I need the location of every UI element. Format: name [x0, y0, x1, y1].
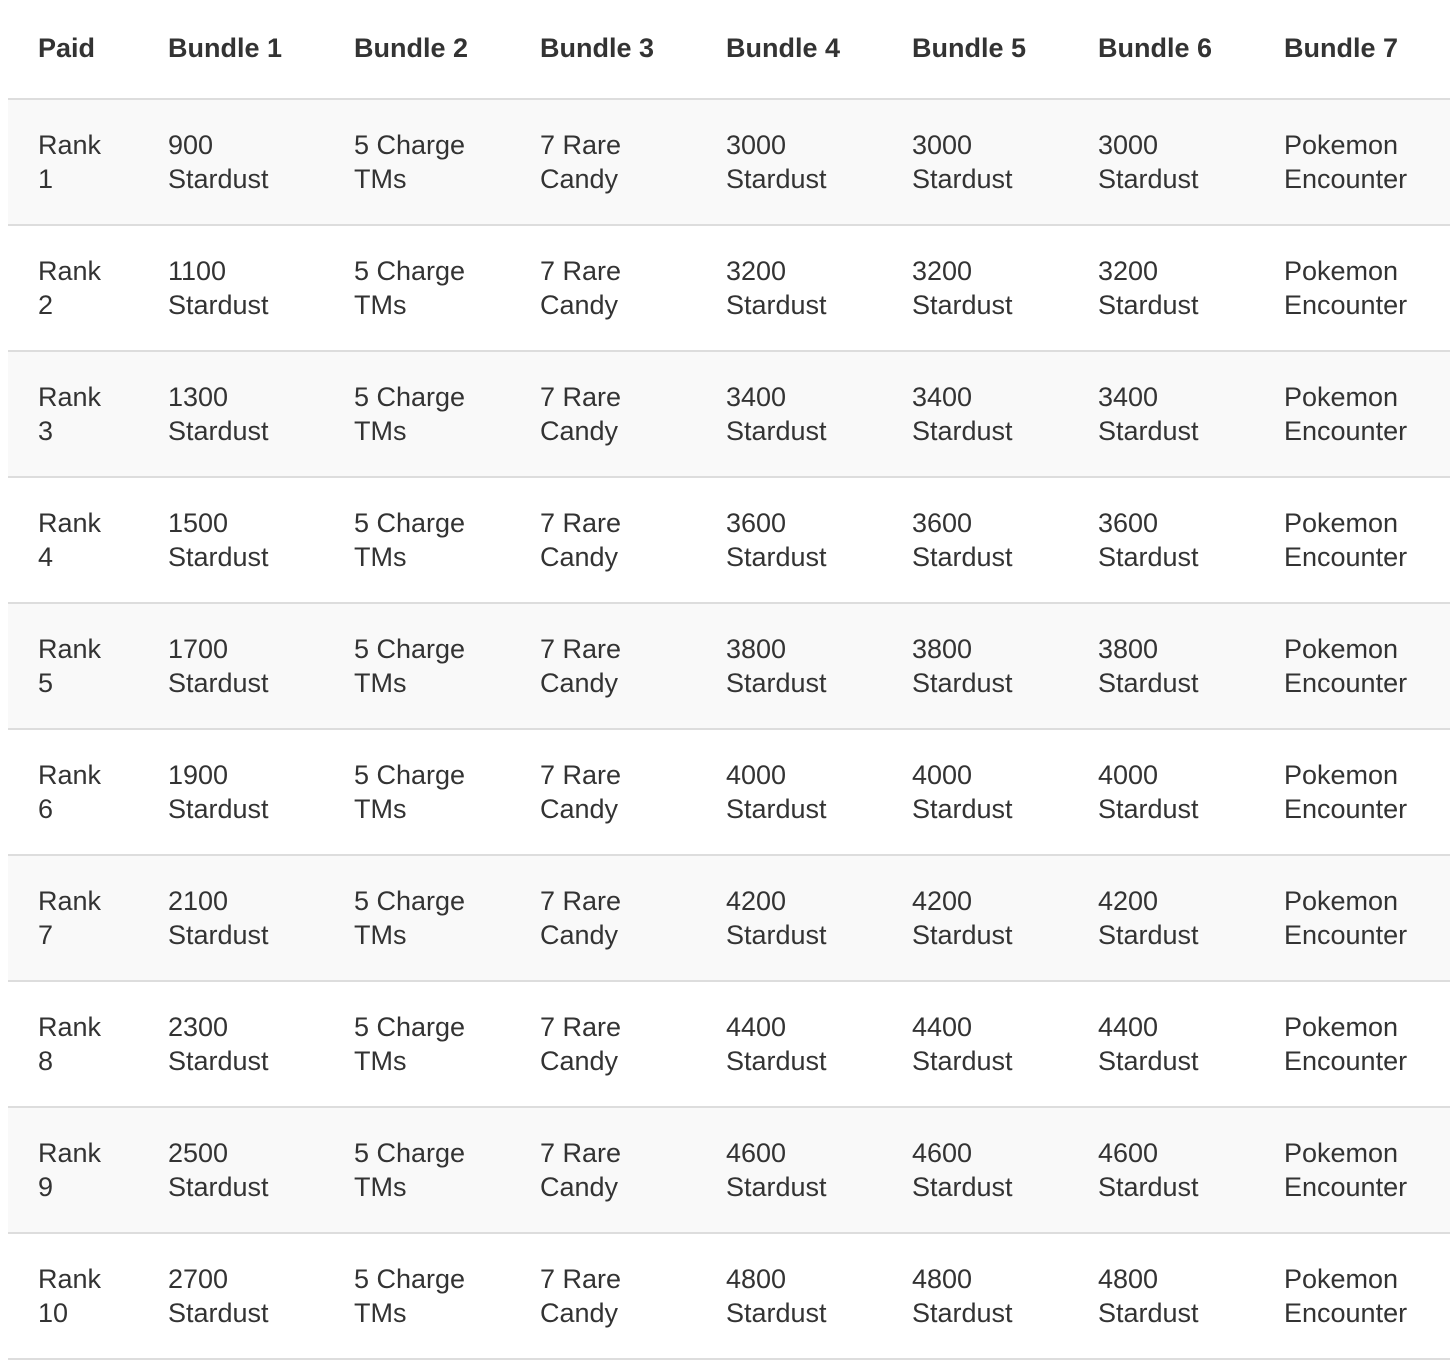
- cell-text-line: 7 Rare: [540, 256, 622, 286]
- bundle-2-cell: [324, 351, 510, 477]
- cell-text-line: 5 Charge: [354, 760, 466, 790]
- bundle-1-cell: [138, 729, 324, 855]
- cell-text-line: 9: [38, 1172, 54, 1202]
- bundle-2-cell: [324, 603, 510, 729]
- cell-text-line: 5 Charge: [354, 382, 466, 412]
- cell-text-line: Stardust: [726, 542, 827, 572]
- cell-text-line: Stardust: [1098, 1298, 1199, 1328]
- cell-text-line: Stardust: [168, 920, 269, 950]
- rank-cell: [8, 99, 138, 225]
- bundle-5-cell: [882, 1233, 1068, 1359]
- cell-text-line: Stardust: [726, 920, 827, 950]
- bundle-1-cell: [138, 1107, 324, 1233]
- cell-text-line: 3200: [912, 256, 973, 286]
- cell-text-line: 3400: [1098, 382, 1159, 412]
- cell-text-line: 4000: [912, 760, 973, 790]
- cell-text-line: Stardust: [726, 1172, 827, 1202]
- cell-text-line: Rank: [38, 382, 102, 412]
- cell-text-line: Stardust: [1098, 920, 1199, 950]
- cell-text-line: Encounter: [1284, 290, 1408, 320]
- bundle-2-cell: [324, 1233, 510, 1359]
- cell-text-line: Candy: [540, 1298, 619, 1328]
- bundle-4-cell: [696, 981, 882, 1107]
- cell-text-line: Stardust: [912, 920, 1013, 950]
- bundle-2-cell: [324, 225, 510, 351]
- bundle-7-cell: [1254, 729, 1450, 855]
- bundle-2-cell: [324, 729, 510, 855]
- cell-text-line: Encounter: [1284, 542, 1408, 572]
- cell-text-line: Pokemon: [1284, 634, 1399, 664]
- cell-text-line: Stardust: [168, 290, 269, 320]
- bundle-5-cell: [882, 351, 1068, 477]
- rank-cell: [8, 225, 138, 351]
- bundle-2-cell: [324, 99, 510, 225]
- bundle-5-cell: [882, 477, 1068, 603]
- cell-text-line: 7 Rare: [540, 760, 622, 790]
- cell-text-line: Stardust: [168, 1046, 269, 1076]
- cell-text-line: 4000: [1098, 760, 1159, 790]
- cell-text-line: 1: [38, 164, 54, 194]
- bundle-2-cell: [324, 855, 510, 981]
- cell-text-line: 2300: [168, 1012, 229, 1042]
- cell-text-line: Pokemon: [1284, 886, 1399, 916]
- rank-cell: [8, 981, 138, 1107]
- bundle-1-cell: [138, 225, 324, 351]
- cell-text-line: 7 Rare: [540, 382, 622, 412]
- cell-text-line: Stardust: [912, 290, 1013, 320]
- table-body: [8, 99, 1450, 1359]
- bundle-3-cell: [510, 1107, 696, 1233]
- cell-text-line: 5 Charge: [354, 130, 466, 160]
- cell-text-line: 3400: [912, 382, 973, 412]
- cell-text-line: Stardust: [726, 1046, 827, 1076]
- cell-text-line: Encounter: [1284, 164, 1408, 194]
- bundle-5-cell: [882, 1107, 1068, 1233]
- cell-text-line: Stardust: [726, 290, 827, 320]
- bundle-7-cell: [1254, 1107, 1450, 1233]
- cell-text-line: Stardust: [1098, 1046, 1199, 1076]
- cell-text-line: 4600: [1098, 1138, 1159, 1168]
- cell-text-line: Candy: [540, 290, 619, 320]
- bundle-4-cell: [696, 225, 882, 351]
- cell-text-line: Candy: [540, 794, 619, 824]
- cell-text-line: 3: [38, 416, 54, 446]
- table-row: [8, 1107, 1450, 1233]
- cell-text-line: Rank: [38, 760, 102, 790]
- cell-text-line: 3200: [1098, 256, 1159, 286]
- bundle-7-cell: [1254, 477, 1450, 603]
- cell-text-line: Encounter: [1284, 668, 1408, 698]
- cell-text-line: Rank: [38, 1012, 102, 1042]
- cell-text-line: Stardust: [1098, 416, 1199, 446]
- bundle-1-cell: [138, 99, 324, 225]
- bundle-7-cell: [1254, 99, 1450, 225]
- bundle-3-cell: [510, 603, 696, 729]
- cell-text-line: 5 Charge: [354, 1138, 466, 1168]
- cell-text-line: Stardust: [1098, 1172, 1199, 1202]
- cell-text-line: Encounter: [1284, 416, 1408, 446]
- cell-text-line: Stardust: [726, 1298, 827, 1328]
- bundle-6-cell: [1068, 981, 1254, 1107]
- cell-text-line: Rank: [38, 130, 102, 160]
- cell-text-line: Pokemon: [1284, 508, 1399, 538]
- bundle-6-cell: [1068, 603, 1254, 729]
- bundle-3-cell: [510, 729, 696, 855]
- cell-text-line: 3000: [1098, 130, 1159, 160]
- cell-text-line: 4600: [912, 1138, 973, 1168]
- table-row: [8, 477, 1450, 603]
- cell-text-line: 4800: [1098, 1264, 1159, 1294]
- cell-text-line: Rank: [38, 1264, 102, 1294]
- cell-text-line: TMs: [354, 1172, 407, 1202]
- cell-text-line: Encounter: [1284, 1172, 1408, 1202]
- cell-text-line: Candy: [540, 542, 619, 572]
- bundle-4-cell: [696, 855, 882, 981]
- cell-text-line: Rank: [38, 634, 102, 664]
- header-row: [8, 0, 1450, 99]
- cell-text-line: Rank: [38, 886, 102, 916]
- cell-text-line: Pokemon: [1284, 1012, 1399, 1042]
- table-row: [8, 1233, 1450, 1359]
- cell-text-line: Rank: [38, 508, 102, 538]
- bundle-4-cell: [696, 99, 882, 225]
- cell-text-line: 10: [38, 1298, 69, 1328]
- cell-text-line: 5 Charge: [354, 1264, 466, 1294]
- cell-text-line: Stardust: [168, 164, 269, 194]
- cell-text-line: Stardust: [168, 416, 269, 446]
- bundle-7-cell: [1254, 1233, 1450, 1359]
- cell-text-line: Stardust: [912, 794, 1013, 824]
- bundle-6-cell: [1068, 99, 1254, 225]
- bundle-6-cell: [1068, 855, 1254, 981]
- cell-text-line: 3200: [726, 256, 787, 286]
- cell-text-line: Pokemon: [1284, 760, 1399, 790]
- cell-text-line: Candy: [540, 1172, 619, 1202]
- cell-text-line: Stardust: [168, 542, 269, 572]
- cell-text-line: Stardust: [912, 668, 1013, 698]
- bundle-1-cell: [138, 855, 324, 981]
- cell-text-line: 4200: [912, 886, 973, 916]
- cell-text-line: Stardust: [912, 164, 1013, 194]
- bundle-4-cell: [696, 729, 882, 855]
- bundle-3-cell: [510, 981, 696, 1107]
- cell-text-line: 8: [38, 1046, 54, 1076]
- rank-cell: [8, 351, 138, 477]
- header-bundle-4: Bundle 4: [696, 0, 882, 99]
- bundle-5-cell: [882, 855, 1068, 981]
- table-header: [8, 0, 1450, 99]
- cell-text-line: TMs: [354, 542, 407, 572]
- cell-text-line: TMs: [354, 1046, 407, 1076]
- cell-text-line: 4800: [726, 1264, 787, 1294]
- cell-text-line: 7: [38, 920, 54, 950]
- cell-text-line: 4400: [1098, 1012, 1159, 1042]
- cell-text-line: 7 Rare: [540, 130, 622, 160]
- cell-text-line: 3600: [912, 508, 973, 538]
- cell-text-line: 5 Charge: [354, 508, 466, 538]
- cell-text-line: Rank: [38, 256, 102, 286]
- bundle-6-cell: [1068, 351, 1254, 477]
- header-paid: Paid: [8, 0, 138, 99]
- bundle-1-cell: [138, 981, 324, 1107]
- cell-text-line: 3000: [726, 130, 787, 160]
- table-row: [8, 99, 1450, 225]
- bundle-4-cell: [696, 351, 882, 477]
- cell-text-line: 2500: [168, 1138, 229, 1168]
- cell-text-line: TMs: [354, 920, 407, 950]
- rank-cell: [8, 1233, 138, 1359]
- cell-text-line: Stardust: [1098, 668, 1199, 698]
- rank-cell: [8, 603, 138, 729]
- bundle-3-cell: [510, 855, 696, 981]
- cell-text-line: TMs: [354, 794, 407, 824]
- table-row: [8, 351, 1450, 477]
- header-bundle-6: Bundle 6: [1068, 0, 1254, 99]
- bundle-2-cell: [324, 477, 510, 603]
- cell-text-line: 3000: [912, 130, 973, 160]
- bundle-3-cell: [510, 1233, 696, 1359]
- cell-text-line: 5: [38, 668, 54, 698]
- cell-text-line: 7 Rare: [540, 508, 622, 538]
- cell-text-line: Stardust: [168, 1172, 269, 1202]
- cell-text-line: 4800: [912, 1264, 973, 1294]
- cell-text-line: Stardust: [912, 1298, 1013, 1328]
- cell-text-line: Stardust: [912, 1046, 1013, 1076]
- table-row: [8, 225, 1450, 351]
- header-bundle-1: Bundle 1: [138, 0, 324, 99]
- cell-text-line: Encounter: [1284, 794, 1408, 824]
- bundle-6-cell: [1068, 729, 1254, 855]
- table-row: [8, 729, 1450, 855]
- cell-text-line: 2700: [168, 1264, 229, 1294]
- bundle-5-cell: [882, 603, 1068, 729]
- cell-text-line: 1900: [168, 760, 229, 790]
- bundle-6-cell: [1068, 225, 1254, 351]
- cell-text-line: 1500: [168, 508, 229, 538]
- cell-text-line: 1700: [168, 634, 229, 664]
- bundle-3-cell: [510, 225, 696, 351]
- cell-text-line: 4400: [726, 1012, 787, 1042]
- bundle-2-cell: [324, 981, 510, 1107]
- bundle-5-cell: [882, 99, 1068, 225]
- cell-text-line: 7 Rare: [540, 1138, 622, 1168]
- cell-text-line: Candy: [540, 416, 619, 446]
- bundle-2-cell: [324, 1107, 510, 1233]
- cell-text-line: 5 Charge: [354, 256, 466, 286]
- bundle-1-cell: [138, 477, 324, 603]
- cell-text-line: 6: [38, 794, 54, 824]
- cell-text-line: TMs: [354, 290, 407, 320]
- header-bundle-2: Bundle 2: [324, 0, 510, 99]
- cell-text-line: TMs: [354, 164, 407, 194]
- bundle-3-cell: [510, 351, 696, 477]
- cell-text-line: Pokemon: [1284, 130, 1399, 160]
- cell-text-line: TMs: [354, 416, 407, 446]
- cell-text-line: Candy: [540, 164, 619, 194]
- cell-text-line: 5 Charge: [354, 886, 466, 916]
- cell-text-line: 3800: [726, 634, 787, 664]
- cell-text-line: Stardust: [1098, 290, 1199, 320]
- rank-cell: [8, 1107, 138, 1233]
- bundle-1-cell: [138, 1233, 324, 1359]
- bundle-7-cell: [1254, 855, 1450, 981]
- cell-text-line: TMs: [354, 668, 407, 698]
- cell-text-line: 3800: [1098, 634, 1159, 664]
- cell-text-line: 3400: [726, 382, 787, 412]
- cell-text-line: Encounter: [1284, 920, 1408, 950]
- cell-text-line: Stardust: [912, 416, 1013, 446]
- cell-text-line: Rank: [38, 1138, 102, 1168]
- cell-text-line: 4600: [726, 1138, 787, 1168]
- cell-text-line: Candy: [540, 1046, 619, 1076]
- bundle-7-cell: [1254, 225, 1450, 351]
- cell-text-line: 7 Rare: [540, 1264, 622, 1294]
- table-row: [8, 603, 1450, 729]
- cell-text-line: 5 Charge: [354, 634, 466, 664]
- bundle-7-cell: [1254, 351, 1450, 477]
- cell-text-line: 4: [38, 542, 54, 572]
- bundle-5-cell: [882, 729, 1068, 855]
- cell-text-line: Stardust: [168, 668, 269, 698]
- bundle-3-cell: [510, 477, 696, 603]
- cell-text-line: TMs: [354, 1298, 407, 1328]
- cell-text-line: 2: [38, 290, 54, 320]
- table-row: [8, 855, 1450, 981]
- table-row: [8, 981, 1450, 1107]
- cell-text-line: Stardust: [726, 164, 827, 194]
- cell-text-line: 7 Rare: [540, 1012, 622, 1042]
- bundle-6-cell: [1068, 477, 1254, 603]
- cell-text-line: 3600: [726, 508, 787, 538]
- cell-text-line: Pokemon: [1284, 256, 1399, 286]
- cell-text-line: Stardust: [726, 668, 827, 698]
- cell-text-line: Stardust: [168, 1298, 269, 1328]
- cell-text-line: 4200: [726, 886, 787, 916]
- bundle-3-cell: [510, 99, 696, 225]
- header-bundle-7: Bundle 7: [1254, 0, 1450, 99]
- bundle-7-cell: [1254, 981, 1450, 1107]
- rank-cell: [8, 729, 138, 855]
- cell-text-line: 4400: [912, 1012, 973, 1042]
- cell-text-line: 4000: [726, 760, 787, 790]
- bundle-5-cell: [882, 981, 1068, 1107]
- cell-text-line: Pokemon: [1284, 382, 1399, 412]
- cell-text-line: Candy: [540, 920, 619, 950]
- bundle-4-cell: [696, 603, 882, 729]
- cell-text-line: Stardust: [1098, 164, 1199, 194]
- cell-text-line: Stardust: [1098, 794, 1199, 824]
- cell-text-line: Stardust: [912, 542, 1013, 572]
- cell-text-line: Pokemon: [1284, 1264, 1399, 1294]
- cell-text-line: Pokemon: [1284, 1138, 1399, 1168]
- cell-text-line: 1300: [168, 382, 229, 412]
- cell-text-line: 2100: [168, 886, 229, 916]
- cell-text-line: 3800: [912, 634, 973, 664]
- cell-text-line: 5 Charge: [354, 1012, 466, 1042]
- bundle-7-cell: [1254, 603, 1450, 729]
- bundle-4-cell: [696, 477, 882, 603]
- cell-text-line: 7 Rare: [540, 634, 622, 664]
- cell-text-line: 3600: [1098, 508, 1159, 538]
- cell-text-line: Encounter: [1284, 1046, 1408, 1076]
- header-bundle-3: Bundle 3: [510, 0, 696, 99]
- cell-text-line: Stardust: [726, 416, 827, 446]
- cell-text-line: Stardust: [912, 1172, 1013, 1202]
- cell-text-line: Stardust: [1098, 542, 1199, 572]
- cell-text-line: 4200: [1098, 886, 1159, 916]
- bundle-4-cell: [696, 1107, 882, 1233]
- bundle-5-cell: [882, 225, 1068, 351]
- rewards-table: [8, 0, 1450, 1360]
- bundle-1-cell: [138, 603, 324, 729]
- rank-cell: [8, 855, 138, 981]
- bundle-4-cell: [696, 1233, 882, 1359]
- cell-text-line: Stardust: [726, 794, 827, 824]
- cell-text-line: 900: [168, 130, 214, 160]
- cell-text-line: Stardust: [168, 794, 269, 824]
- bundle-6-cell: [1068, 1233, 1254, 1359]
- cell-text-line: Encounter: [1284, 1298, 1408, 1328]
- cell-text-line: 1100: [168, 256, 227, 286]
- cell-text-line: Candy: [540, 668, 619, 698]
- bundle-6-cell: [1068, 1107, 1254, 1233]
- rank-cell: [8, 477, 138, 603]
- rewards-table-container: [8, 0, 1450, 1360]
- cell-text-line: 7 Rare: [540, 886, 622, 916]
- bundle-1-cell: [138, 351, 324, 477]
- header-bundle-5: Bundle 5: [882, 0, 1068, 99]
